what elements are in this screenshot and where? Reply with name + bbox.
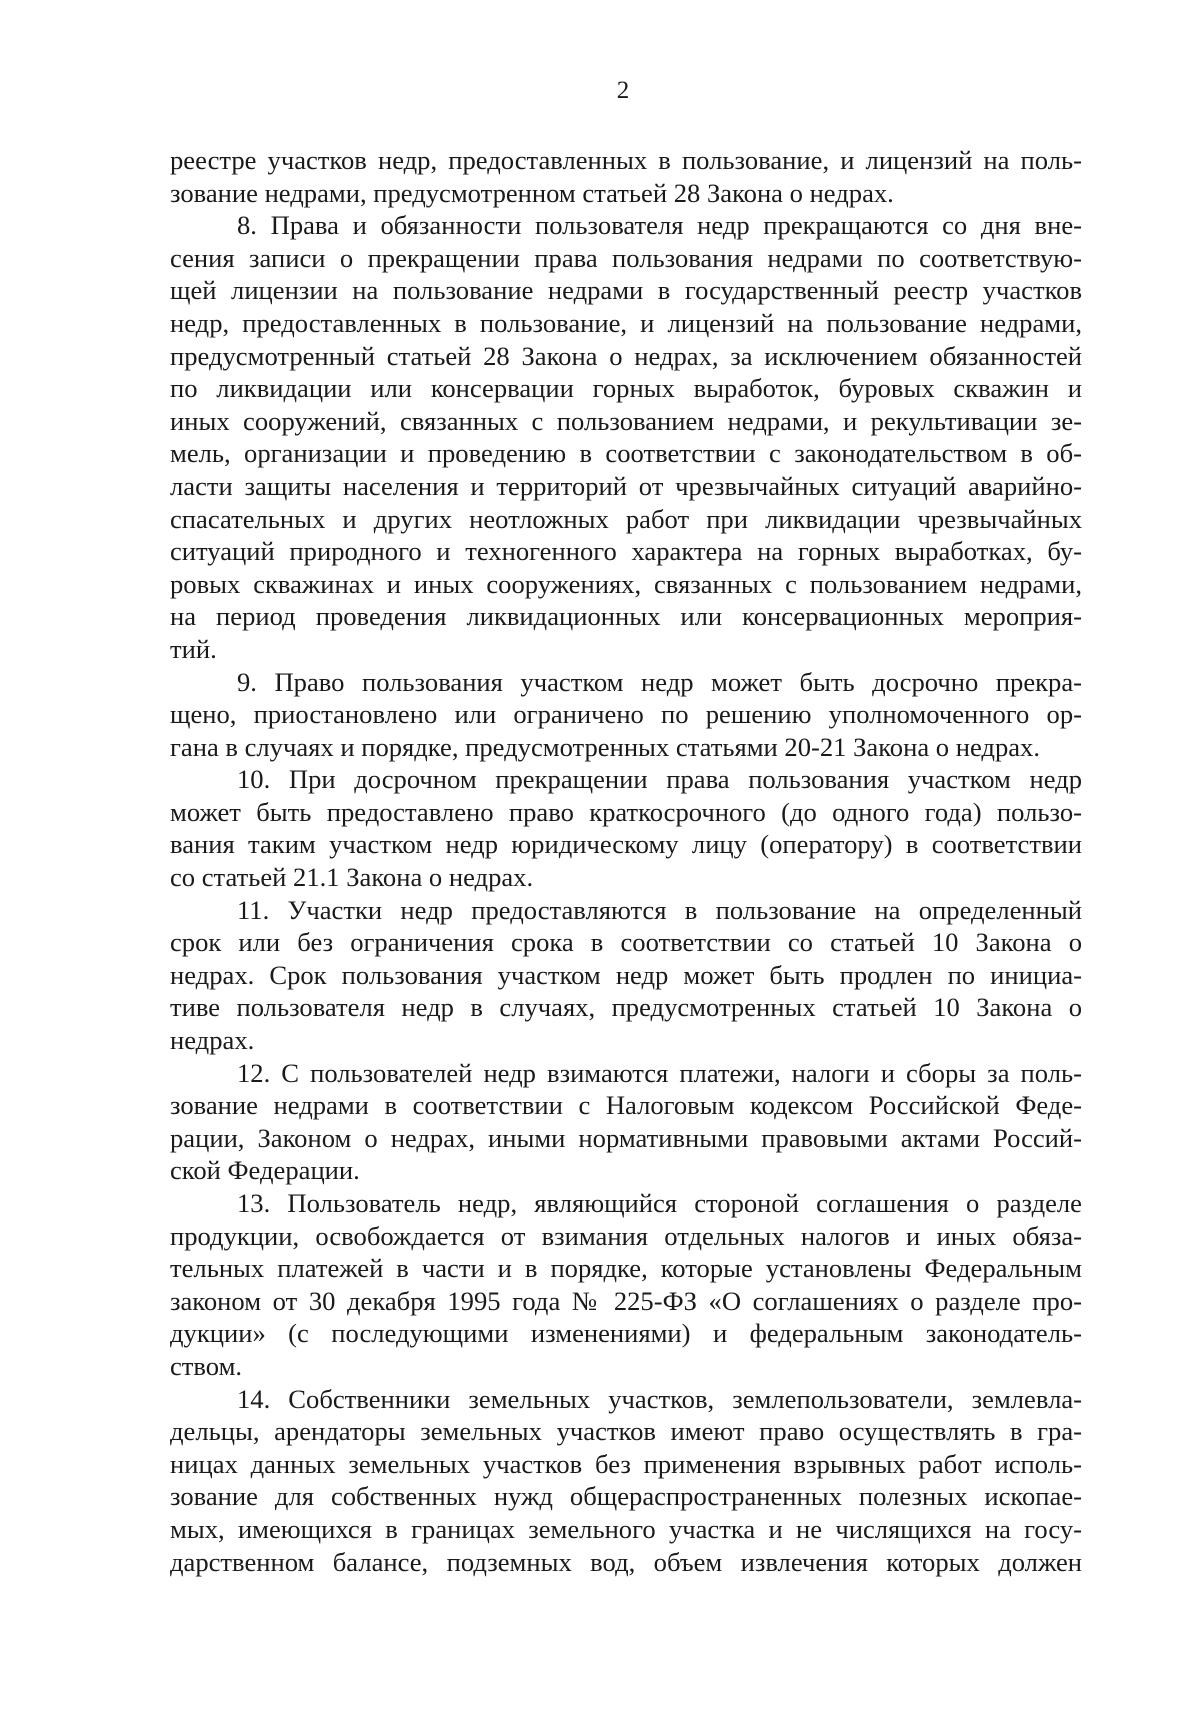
text-line: тиве пользователя недр в случаях, предусмотренных статьей 10 Закона о: [170, 992, 1082, 1023]
text-line: ством.: [170, 1350, 243, 1381]
text-line: срок или без ограничения срока в соответствии со статьей 10 Закона о: [170, 927, 1082, 958]
text-line: ской Федерации.: [170, 1155, 360, 1186]
text-line: тельных платежей в части и в порядке, которые установлены Федеральным: [170, 1253, 1082, 1284]
paragraph-9: [170, 666, 1082, 764]
text-line: щей лицензии на пользование недрами в государственный реестр участков: [170, 275, 1082, 306]
text-line: сения записи о прекращении права пользования недрами по соответствую-: [170, 242, 1082, 273]
text-line: гана в случаях и порядке, предусмотренных статьями 20-21 Закона о недрах.: [170, 731, 1040, 762]
text-line: щено, приостановлено или ограничено по решению уполномоченного ор-: [170, 699, 1082, 730]
text-line: по ликвидации или консервации горных выработок, буровых скважин и: [170, 373, 1082, 404]
document-body: [170, 144, 1082, 1578]
text-line: мых, имеющихся в границах земельного участка и не числящихся на госу-: [170, 1513, 1082, 1544]
text-line: может быть предоставлено право краткосрочного (до одного года) пользо-: [170, 796, 1082, 827]
paragraph-10: [170, 763, 1082, 893]
text-line: недр, предоставленных в пользование, и лицензий на пользование недрами,: [170, 307, 1082, 338]
page-number: 2: [616, 77, 630, 104]
text-line: 12. С пользователей недр взимаются платежи, налоги и сборы за поль-: [237, 1057, 1082, 1088]
text-line: на период проведения ликвидационных или консервационных мероприя-: [170, 601, 1082, 632]
text-line: дельцы, арендаторы земельных участков имеют право осуществлять в гра-: [170, 1416, 1082, 1447]
text-line: 8. Права и обязанности пользователя недр прекращаются со дня вне-: [237, 210, 1082, 241]
text-line: ласти защиты населения и территорий от чрезвычайных ситуаций аварийно-: [170, 470, 1082, 501]
paragraph-8: [170, 209, 1082, 665]
text-line: недрах. Срок пользования участком недр может быть продлен по инициа-: [170, 959, 1082, 990]
paragraph-13: [170, 1187, 1082, 1383]
text-line: дукции» (с последующими изменениями) и федеральным законодатель-: [170, 1318, 1082, 1349]
text-line: реестре участков недр, предоставленных в пользование, и лицензий на поль-: [170, 145, 1082, 175]
text-line: зование недрами, предусмотренном статьей 28 Закона о недрах.: [170, 177, 894, 208]
text-line: 11. Участки недр предоставляются в пользование на определенный: [237, 894, 1082, 925]
text-line: продукции, освобождается от взимания отдельных налогов и иных обяза-: [170, 1220, 1082, 1251]
text-line: иных сооружений, связанных с пользованием недрами, и рекультивации зе-: [170, 405, 1082, 436]
paragraph-continuation: [170, 144, 1082, 209]
paragraph-14: [170, 1383, 1082, 1579]
text-line: ницах данных земельных участков без применения взрывных работ исполь-: [170, 1448, 1082, 1479]
text-line: зование для собственных нужд общераспространенных полезных ископае-: [170, 1481, 1082, 1512]
text-line: ситуаций природного и техногенного характера на горных выработках, бу-: [170, 536, 1082, 567]
text-line: 9. Право пользования участком недр может быть досрочно прекра-: [237, 666, 1082, 697]
text-line: мель, организации и проведению в соответствии с законодательством в об-: [170, 438, 1082, 469]
text-line: тий.: [170, 633, 217, 664]
paragraph-11: [170, 894, 1082, 1057]
text-line: 13. Пользователь недр, являющийся стороной соглашения о разделе: [237, 1188, 1082, 1218]
text-line: рации, Законом о недрах, иными нормативными правовыми актами Россий-: [170, 1122, 1082, 1153]
text-line: 14. Собственники земельных участков, землепользователи, землевла-: [237, 1383, 1082, 1414]
text-line: со статьей 21.1 Закона о недрах.: [170, 862, 534, 893]
text-line: законом от 30 декабря 1995 года № 225-ФЗ «О соглашениях о разделе про-: [170, 1285, 1082, 1316]
text-line: ровых скважинах и иных сооружениях, связанных с пользованием недрами,: [170, 568, 1082, 599]
text-line: дарственном балансе, подземных вод, объем извлечения которых должен: [170, 1546, 1082, 1577]
text-line: вания таким участком недр юридическому лицу (оператору) в соответствии: [170, 829, 1082, 860]
text-line: 10. При досрочном прекращении права пользования участком недр: [237, 764, 1082, 795]
text-line: предусмотренный статьей 28 Закона о недрах, за исключением обязанностей: [170, 340, 1082, 371]
paragraph-12: [170, 1057, 1082, 1187]
text-line: зование недрами в соответствии с Налоговым кодексом Российской Феде-: [170, 1090, 1082, 1121]
text-line: спасательных и других неотложных работ при ликвидации чрезвычайных: [170, 503, 1082, 534]
text-line: недрах.: [170, 1025, 255, 1056]
